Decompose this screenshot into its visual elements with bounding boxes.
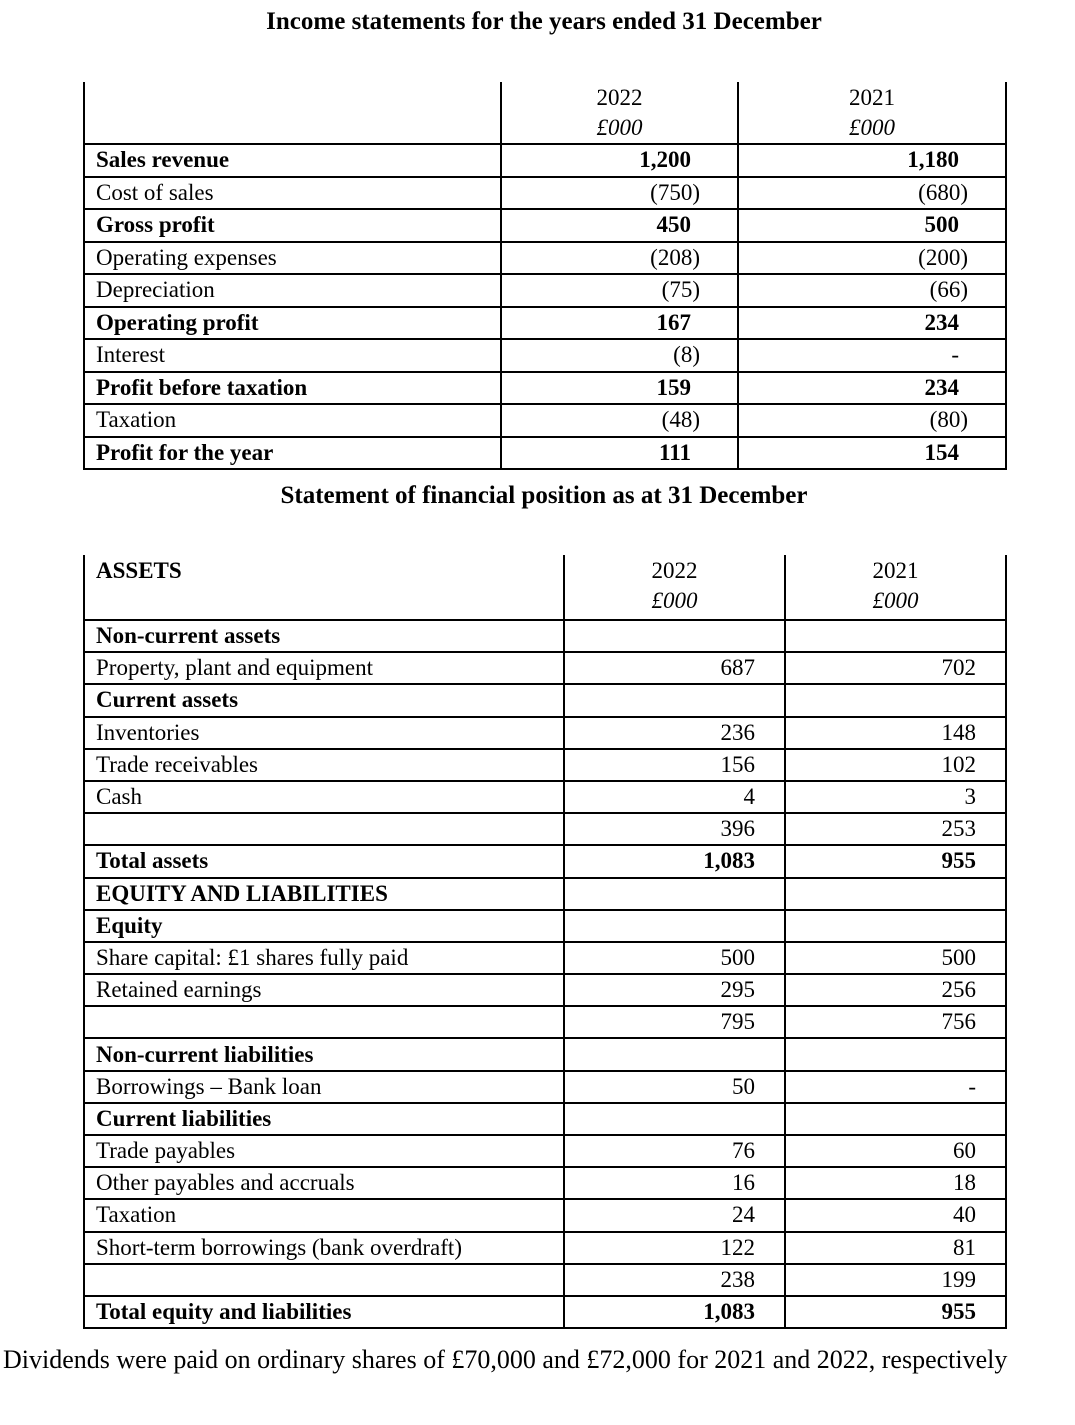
row-value xyxy=(564,910,785,942)
row-label xyxy=(84,1006,564,1038)
row-value: 154 xyxy=(738,437,1006,470)
row-value: 159 xyxy=(501,372,738,405)
row-value: 955 xyxy=(785,845,1006,877)
row-value: 687 xyxy=(564,652,785,684)
row-value: 18 xyxy=(785,1167,1006,1199)
row-value: 156 xyxy=(564,749,785,781)
row-label: Non-current assets xyxy=(84,620,564,652)
row-value xyxy=(785,684,1006,716)
row-label xyxy=(84,813,564,845)
row-value: 955 xyxy=(785,1296,1006,1328)
row-label: Other payables and accruals xyxy=(84,1167,564,1199)
table-row xyxy=(84,684,1006,716)
dividends-footnote: Dividends were paid on ordinary shares of £70,000 and £72,000 for 2021 and 2022, respectively xyxy=(3,1345,1008,1374)
row-value: 3 xyxy=(785,781,1006,813)
table-row xyxy=(84,372,1006,405)
row-label: Cash xyxy=(84,781,564,813)
row-value: (48) xyxy=(501,404,738,437)
income-statement-header xyxy=(84,82,1006,144)
table-row xyxy=(84,1135,1006,1167)
table-row xyxy=(84,209,1006,242)
table-row xyxy=(84,1038,1006,1070)
row-label: Gross profit xyxy=(84,209,501,242)
row-value xyxy=(564,1103,785,1135)
row-value: - xyxy=(738,339,1006,372)
row-value: (75) xyxy=(501,274,738,307)
financial-position-table xyxy=(83,555,1007,1329)
row-value: (200) xyxy=(738,242,1006,275)
row-value: 1,083 xyxy=(564,845,785,877)
row-value: 253 xyxy=(785,813,1006,845)
table-row xyxy=(84,974,1006,1006)
financial-position-header xyxy=(84,555,1006,620)
assets-corner-label: ASSETS xyxy=(84,555,564,620)
row-value: 500 xyxy=(785,942,1006,974)
row-value: 167 xyxy=(501,307,738,340)
table-row xyxy=(84,942,1006,974)
table-row xyxy=(84,1006,1006,1038)
financial-position-body xyxy=(84,620,1006,1328)
row-label: Short-term borrowings (bank overdraft) xyxy=(84,1232,564,1264)
unit-label: £000 xyxy=(849,115,895,140)
row-value: 50 xyxy=(564,1071,785,1103)
row-label: Total assets xyxy=(84,845,564,877)
table-row xyxy=(84,1103,1006,1135)
income-header-corner-empty xyxy=(84,82,501,144)
row-value: - xyxy=(785,1071,1006,1103)
row-label: Taxation xyxy=(84,404,501,437)
row-label: Profit before taxation xyxy=(84,372,501,405)
income-statement-table xyxy=(83,82,1007,470)
table-row xyxy=(84,717,1006,749)
table-row xyxy=(84,910,1006,942)
table-row xyxy=(84,1167,1006,1199)
table-row xyxy=(84,1296,1006,1328)
row-value xyxy=(564,684,785,716)
row-label: Retained earnings xyxy=(84,974,564,1006)
table-row xyxy=(84,404,1006,437)
row-value: 148 xyxy=(785,717,1006,749)
row-label: Interest xyxy=(84,339,501,372)
financial-position-title: Statement of financial position as at 31 December xyxy=(280,482,808,509)
row-label: Share capital: £1 shares fully paid xyxy=(84,942,564,974)
table-row xyxy=(84,144,1006,177)
row-value xyxy=(785,910,1006,942)
row-value: 199 xyxy=(785,1264,1006,1296)
row-value: 236 xyxy=(564,717,785,749)
table-row xyxy=(84,307,1006,340)
row-label: Sales revenue xyxy=(84,144,501,177)
row-value: 102 xyxy=(785,749,1006,781)
unit-label: £000 xyxy=(651,588,698,613)
table-row xyxy=(84,1232,1006,1264)
row-value: 238 xyxy=(564,1264,785,1296)
sofp-header-2021 xyxy=(785,555,1006,620)
row-label: Equity xyxy=(84,910,564,942)
row-value: 756 xyxy=(785,1006,1006,1038)
row-label: Total equity and liabilities xyxy=(84,1296,564,1328)
row-value xyxy=(785,1103,1006,1135)
row-label: Current assets xyxy=(84,684,564,716)
table-row xyxy=(84,813,1006,845)
row-label: Operating profit xyxy=(84,307,501,340)
table-row xyxy=(84,242,1006,275)
row-value: 111 xyxy=(501,437,738,470)
row-value xyxy=(564,620,785,652)
table-row xyxy=(84,177,1006,210)
row-label: Taxation xyxy=(84,1199,564,1231)
row-value: 40 xyxy=(785,1199,1006,1231)
row-value: (208) xyxy=(501,242,738,275)
income-header-2022 xyxy=(501,82,738,144)
row-value: (66) xyxy=(738,274,1006,307)
row-value: (8) xyxy=(501,339,738,372)
row-label: Trade receivables xyxy=(84,749,564,781)
row-value: 500 xyxy=(564,942,785,974)
table-row xyxy=(84,339,1006,372)
row-label: Inventories xyxy=(84,717,564,749)
year-label: 2021 xyxy=(849,85,895,110)
row-label: Borrowings – Bank loan xyxy=(84,1071,564,1103)
row-label: Current liabilities xyxy=(84,1103,564,1135)
header-row xyxy=(84,82,1006,144)
table-row xyxy=(84,1071,1006,1103)
row-value: 295 xyxy=(564,974,785,1006)
row-value: 1,180 xyxy=(738,144,1006,177)
row-label xyxy=(84,1264,564,1296)
row-label: Non-current liabilities xyxy=(84,1038,564,1070)
row-value: 1,083 xyxy=(564,1296,785,1328)
row-label: EQUITY AND LIABILITIES xyxy=(84,878,564,910)
row-value: 795 xyxy=(564,1006,785,1038)
row-label: Property, plant and equipment xyxy=(84,652,564,684)
row-value: (750) xyxy=(501,177,738,210)
row-value: 16 xyxy=(564,1167,785,1199)
unit-label: £000 xyxy=(596,115,643,140)
row-label: Profit for the year xyxy=(84,437,501,470)
table-row xyxy=(84,1264,1006,1296)
row-value xyxy=(785,878,1006,910)
table-row xyxy=(84,878,1006,910)
row-value: (680) xyxy=(738,177,1006,210)
row-value: 122 xyxy=(564,1232,785,1264)
row-value: (80) xyxy=(738,404,1006,437)
sofp-header-2022 xyxy=(564,555,785,620)
row-label: Trade payables xyxy=(84,1135,564,1167)
row-value: 256 xyxy=(785,974,1006,1006)
row-value: 702 xyxy=(785,652,1006,684)
table-row xyxy=(84,1199,1006,1231)
row-value: 450 xyxy=(501,209,738,242)
table-row xyxy=(84,845,1006,877)
row-value xyxy=(564,878,785,910)
row-value: 234 xyxy=(738,372,1006,405)
row-value: 24 xyxy=(564,1199,785,1231)
year-label: 2022 xyxy=(651,558,698,583)
row-label: Depreciation xyxy=(84,274,501,307)
table-row xyxy=(84,620,1006,652)
row-value: 396 xyxy=(564,813,785,845)
year-label: 2021 xyxy=(872,558,919,583)
row-value: 234 xyxy=(738,307,1006,340)
row-label: Operating expenses xyxy=(84,242,501,275)
income-statement-body xyxy=(84,144,1006,469)
row-value: 81 xyxy=(785,1232,1006,1264)
income-header-2021 xyxy=(738,82,1006,144)
year-label: 2022 xyxy=(596,85,643,110)
row-value: 1,200 xyxy=(501,144,738,177)
table-row xyxy=(84,652,1006,684)
row-value: 60 xyxy=(785,1135,1006,1167)
row-value: 500 xyxy=(738,209,1006,242)
unit-label: £000 xyxy=(872,588,919,613)
row-label: Cost of sales xyxy=(84,177,501,210)
table-row xyxy=(84,274,1006,307)
income-statement-title: Income statements for the years ended 31 December xyxy=(266,8,822,35)
row-value xyxy=(785,620,1006,652)
header-row xyxy=(84,555,1006,620)
row-value: 76 xyxy=(564,1135,785,1167)
table-row xyxy=(84,781,1006,813)
table-row xyxy=(84,437,1006,470)
row-value: 4 xyxy=(564,781,785,813)
table-row xyxy=(84,749,1006,781)
row-value xyxy=(785,1038,1006,1070)
row-value xyxy=(564,1038,785,1070)
